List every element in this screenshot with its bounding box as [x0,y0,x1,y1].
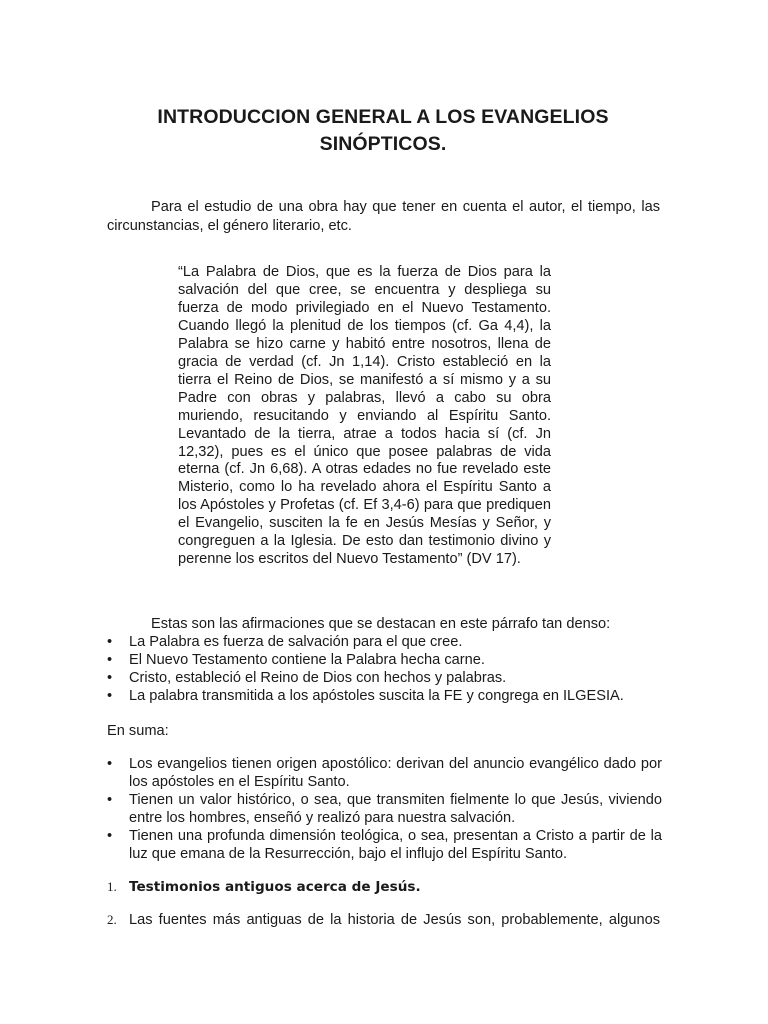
title-line-2: SINÓPTICOS. [319,133,447,155]
intro-paragraph: Para el estudio de una obra hay que tener en cuenta el autor, el tiempo, las circunstancias, el género literario, etc. [107,199,660,234]
block-quote: “La Palabra de Dios, que es la fuerza de Dios para la salvación del que cree, se encuentra y despliega su fuerza de modo privilegiado en el Nuevo Testamento. Cuando llegó la plenitud de los tiempos (cf. Ga 4,4), la Palabra se hizo carne y habitó entre nosotros, llena de gracia de verdad (cf. Jn 1,14). Cristo estableció en la tierra el Reino de Dios, se manifestó a sí mismo y a su Padre con obras y palabras, llevó a cabo su obra muriendo, resucitando y enviando al Espíritu Santo. Levantado de la tierra, atrae a todos hacia sí (cf. Jn 12,32), pues es el único que posee palabras de vida eterna (cf. Jn 6,68). A otras edades no fue revelado este Misterio, como lo ha revelado ahora el Espíritu Santo a los Apóstoles y Profetas (cf. Ef 3,4-6) para que prediquen el Evangelio, susciten la fe en Jesús Mesías y Señor, y congreguen a la Iglesia. De esto dan testimonio divino y perenne los escritos del Nuevo Testamento” (DV 17). [178,264,551,568]
list-item [107,791,662,827]
list-item-text: Tienen un valor histórico, o sea, que transmiten fielmente lo que Jesús, viviendo entre los hombres, enseñó y realizó para nuestra salvación. [129,792,662,826]
list-item [107,669,662,687]
bullet-icon: • [107,652,113,668]
list-item-text: Los evangelios tienen origen apostólico: derivan del anuncio evangélico dado por los apóstoles en el Espíritu Santo. [129,756,662,790]
bullet-icon: • [107,792,113,808]
summary-label: En suma: [107,723,169,739]
title-line-1: INTRODUCCION GENERAL A LOS EVANGELIOS [157,106,609,128]
summary-list [107,755,662,863]
section-heading: Testimonios antiguos acerca de Jesús. [129,879,421,895]
bullet-icon: • [107,670,113,686]
bullet-icon: • [107,634,113,650]
affirmations-list [107,633,662,705]
list-item [107,687,662,705]
bullet-icon: • [107,828,113,844]
bullet-icon: • [107,688,113,704]
list-item-text: El Nuevo Testamento contiene la Palabra hecha carne. [129,652,485,668]
affirmations-lead: Estas son las afirmaciones que se destacan en este párrafo tan denso: [151,616,611,632]
paragraph-text: Las fuentes más antiguas de la historia de Jesús son, probablemente, algunos [129,912,660,928]
list-item-text: La Palabra es fuerza de salvación para el que cree. [129,634,463,650]
list-item [107,827,662,863]
document-title [100,104,666,158]
list-item [107,651,662,669]
item-number: 1. [107,879,117,894]
list-item [107,755,662,791]
item-number: 2. [107,912,117,927]
list-item [107,633,662,651]
bullet-icon: • [107,756,113,772]
list-item-text: Cristo, estableció el Reino de Dios con hechos y palabras. [129,670,507,686]
list-item-text: Tienen una profunda dimensión teológica, o sea, presentan a Cristo a partir de la luz que emana de la Resurrección, bajo el influjo del Espíritu Santo. [129,828,662,862]
list-item-text: La palabra transmitida a los apóstoles suscita la FE y congrega en ILGESIA. [129,688,624,704]
